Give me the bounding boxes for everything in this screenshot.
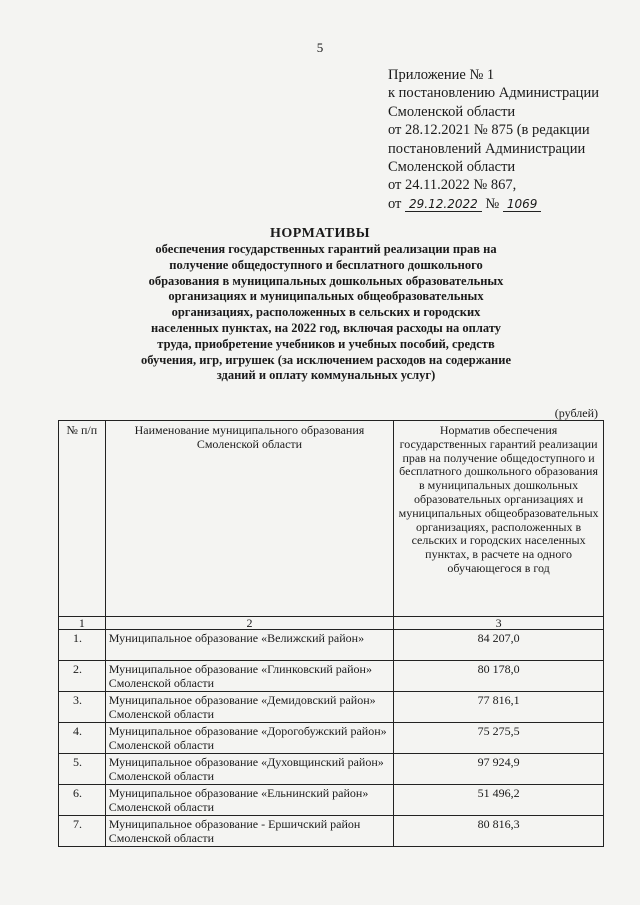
table-row [59,785,604,816]
row-value: 84 207,0 [394,630,604,661]
document-title: НОРМАТИВЫ [270,226,370,241]
header-name: Наименование муниципального образования Смоленской области [105,421,393,617]
table-row [59,630,604,661]
header-norm: Норматив обеспечения государственных гарантий реализации прав на получение общедоступного и бесплатного дошкольного образования в муниципальных дошкольных образовательных организациях и муниципальных общеобразовательных организациях, расположенных в сельских и городских населенных пунктах, в расчете на одного обучающегося в год [394,421,604,617]
unit-label: (рублей) [554,406,598,420]
appendix-no-label: № [485,195,500,212]
table-row [59,816,604,847]
table-row [59,754,604,785]
appendix-line: Смоленской области [388,103,516,120]
column-number: 2 [105,617,393,630]
row-value: 51 496,2 [394,785,604,816]
row-name: Муниципальное образование «Велижский район» [105,630,393,661]
handwritten-date: 29.12.2022 [405,197,482,212]
row-name: Муниципальное образование «Демидовский район» Смоленской области [105,692,393,723]
norms-table [58,420,604,847]
row-name: Муниципальное образование «Дорогобужский район» Смоленской области [105,723,393,754]
row-value: 77 816,1 [394,692,604,723]
row-name: Муниципальное образование «Глинковский район» Смоленской области [105,661,393,692]
row-name: Муниципальное образование «Ельнинский район» Смоленской области [105,785,393,816]
appendix-line: от 24.11.2022 № 867, [388,177,517,194]
appendix-prefix: от [388,195,402,212]
table-row [59,661,604,692]
appendix-line: к постановлению Администрации [388,85,599,102]
column-number: 3 [394,617,604,630]
row-value: 80 816,3 [394,816,604,847]
row-value: 80 178,0 [394,661,604,692]
header-number: № п/п [59,421,106,617]
row-number: 1. [59,630,106,661]
appendix-block [388,66,628,213]
table-row [59,723,604,754]
document-subtitle: обеспечения государственных гарантий реализации прав на получение общедоступного и бесплатного дошкольного образования в муниципальных дошкольных образовательных организациях и муниципальных общеобразовательных организациях, расположенных в сельских и городских населенных пунктах, на 2022 год, включая расходы на оплату труда, приобретение учебников и учебных пособий, средств обучения, игр, игрушек (за исключением расходов на содержание зданий и оплату коммунальных услуг) [141,242,511,383]
row-name: Муниципальное образование - Ершичский район Смоленской области [105,816,393,847]
appendix-line: Приложение № 1 [388,67,495,83]
column-number: 1 [59,617,106,630]
row-number: 7. [59,816,106,847]
row-number: 5. [59,754,106,785]
row-value: 97 924,9 [394,754,604,785]
appendix-line: от 28.12.2021 № 875 (в редакции [388,122,590,139]
page-number: 5 [316,40,324,55]
handwritten-number: 1069 [503,197,542,212]
row-number: 2. [59,661,106,692]
row-name: Муниципальное образование «Духовщинский район» Смоленской области [105,754,393,785]
table-header-row [59,421,604,617]
column-numbers-row [59,617,604,630]
row-number: 4. [59,723,106,754]
appendix-last-line [388,195,628,213]
appendix-line: Смоленской области [388,159,516,176]
appendix-line: постановлений Администрации [388,140,586,157]
row-number: 6. [59,785,106,816]
row-value: 75 275,5 [394,723,604,754]
row-number: 3. [59,692,106,723]
table-row [59,692,604,723]
